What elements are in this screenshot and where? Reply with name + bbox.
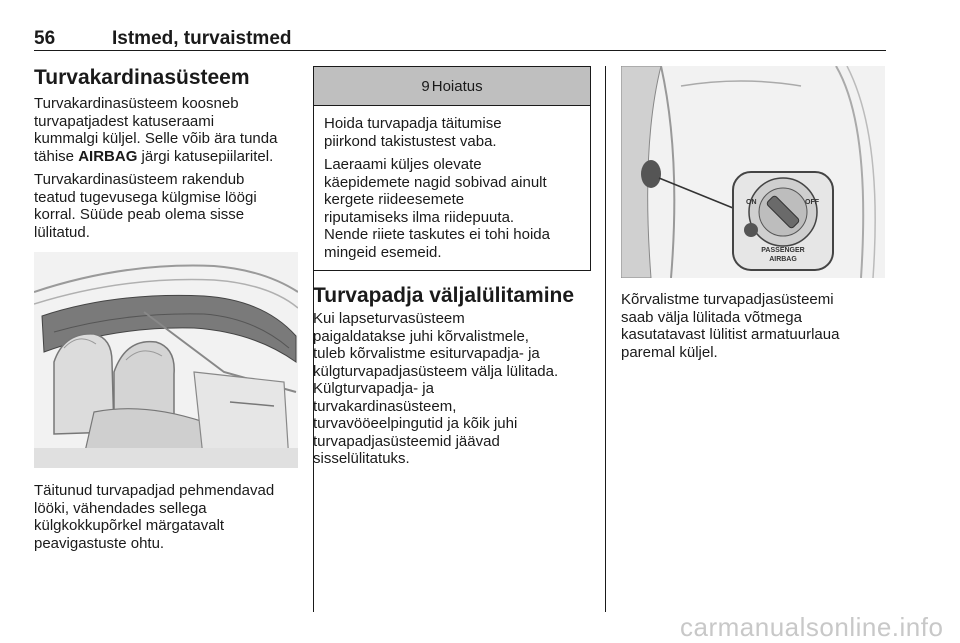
col3-line: Kõrvalistme turvapadjasüsteemi [621, 291, 834, 308]
col1-para2-line: lülitatud. [34, 223, 90, 241]
col1-para2-line: Turvakardinasüsteem rakendub [34, 171, 245, 188]
col1-para2-line: teatud tugevusega külgmise löögi [34, 188, 257, 206]
warning-para2 [324, 156, 588, 261]
col2-body [313, 310, 598, 468]
col2-line: Kui lapseturvasüsteem [313, 310, 465, 327]
col1-para1 [34, 95, 304, 165]
curtain-airbag-illustration [34, 252, 298, 468]
col2-line: Külgturvapadja- ja [313, 380, 434, 397]
col2-line: turvavööeelpingutid ja kõik juhi [313, 415, 518, 432]
switch-label-passenger: PASSENGER [761, 247, 805, 254]
col1-body [34, 95, 304, 247]
col1-caption [34, 482, 304, 552]
column-divider-2 [605, 66, 606, 612]
warning-triangle-icon: 9 [421, 77, 430, 95]
col2-line: turvakardinasüsteem, [313, 397, 457, 415]
switch-label-on: ON [746, 199, 757, 206]
dashboard-switch-drawing [621, 66, 885, 278]
warning-line: käepidemete nagid sobivad ainult [324, 173, 547, 191]
col2-line: turvapadjasüsteemid jäävad [313, 432, 500, 450]
warning-title: Hoiatus [431, 77, 483, 95]
warning-box [313, 66, 591, 271]
col1-para2-line: korral. Süüde peab olema sisse [34, 206, 245, 223]
airbag-label-bold: AIRBAG [78, 147, 138, 165]
col3-line: kasutatavast lülitist armatuurlaua [621, 326, 840, 343]
warning-line: piirkond takistustest vaba. [324, 132, 497, 150]
warning-line: Laeraami küljes olevate [324, 156, 482, 173]
warning-para1 [324, 115, 588, 150]
col1-para2 [34, 171, 304, 241]
col2-line: tuleb kõrvalistme esiturvapadja- ja [313, 345, 540, 362]
airbag-switch-illustration [621, 66, 885, 278]
col3-body [621, 291, 885, 361]
switch-label-airbag: AIRBAG [769, 256, 797, 263]
page-number: 56 [34, 28, 56, 49]
col3-line: paremal küljel. [621, 343, 718, 361]
chapter-title: Istmed, turvaistmed [112, 28, 292, 49]
warning-line: Hoida turvapadja täitumise [324, 115, 502, 132]
warning-line: Nende riiete taskutes ei tohi hoida [324, 226, 550, 243]
footer-watermark: carmanualsonline.info [680, 612, 944, 642]
col3-line: saab välja lülitada võtmega [621, 308, 802, 326]
car-interior-drawing [34, 252, 298, 468]
header-rule [34, 50, 886, 51]
col2-line: külgturvapadjasüsteem välja lülitada. [313, 362, 559, 380]
col2-line: sisselülitatuks. [313, 450, 410, 467]
switch-label-off: OFF [805, 199, 819, 206]
col1-para1-line: kummalgi küljel. Selle võib ära tunda [34, 130, 278, 147]
warning-header [314, 67, 590, 106]
text-fragment: järgi katusepiilaritel. [137, 147, 274, 165]
section-title-curtain-airbag: Turvakardinasüsteem [34, 66, 250, 89]
caption-line: külgkokkupõrkel märgatavalt [34, 517, 225, 534]
warning-line: riputamiseks ilma riidepuuta. [324, 208, 515, 226]
col1-para1-line: Turvakardinasüsteem koosneb [34, 95, 239, 112]
col2-line: paigaldatakse juhi kõrvalistmele, [313, 327, 529, 345]
caption-line: Täitunud turvapadjad pehmendavad [34, 482, 275, 499]
caption-line: lööki, vähendades sellega [34, 499, 207, 517]
text-fragment: tähise [34, 147, 79, 165]
warning-line: kergete riideesemete [324, 191, 465, 208]
section-title-airbag-deactivation: Turvapadja väljalülitamine [313, 284, 575, 307]
warning-body [324, 115, 588, 267]
warning-line: mingeid esemeid. [324, 243, 442, 261]
col1-para1-line [34, 148, 304, 166]
caption-line: peavigastuste ohtu. [34, 534, 165, 552]
col1-para1-line: turvapatjadest katuseraami [34, 112, 215, 130]
